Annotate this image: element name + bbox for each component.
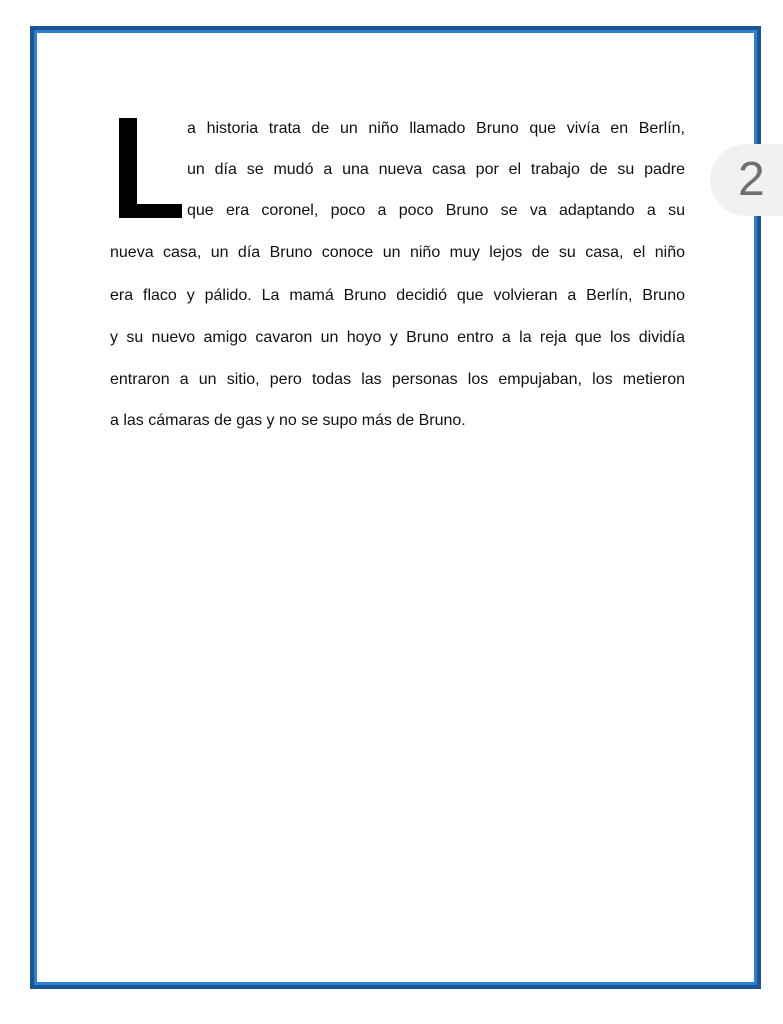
story-line-4: nueva casa, un día Bruno conoce un niño muy lejos de su casa, el niño [110,244,685,261]
drop-cap-foot [119,204,182,218]
story-line-1: a historia trata de un niño llamado Bruno que vivía en Berlín, [187,120,685,137]
story-line-2: un día se mudó a una nueva casa por el trabajo de su padre [187,161,685,178]
story-line-3: que era coronel, poco a poco Bruno se va adaptando a su [187,202,685,219]
story-line-8: a las cámaras de gas y no se supo más de Bruno. [110,412,466,429]
drop-cap-stem [119,118,137,218]
story-line-5: era flaco y pálido. La mamá Bruno decidió que volvieran a Berlín, Bruno [110,287,685,304]
story-line-6: y su nuevo amigo cavaron un hoyo y Bruno entro a la reja que los dividía [110,329,685,346]
drop-cap-letter [116,118,182,218]
story-line-7: entraron a un sitio, pero todas las personas los empujaban, los metieron [110,371,685,388]
page-number: 2 [738,153,765,206]
